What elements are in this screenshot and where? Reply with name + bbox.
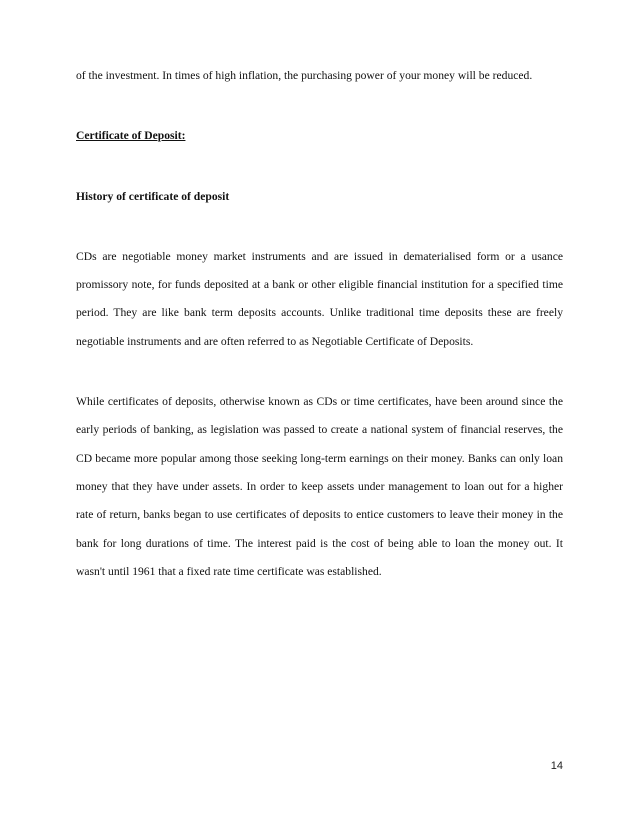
page-number: 14 — [550, 760, 563, 772]
paragraph-cds-definition: CDs are negotiable money market instruments and are issued in dematerialised form or a usance promissory note, for funds deposited at a bank or other eligible financial institution for a specified time period. They are like bank term deposits accounts. Unlike traditional time deposits these are freely negotiable instruments and are often referred to as Negotiable Certificate of Deposits. — [76, 249, 563, 348]
subheading-history: History of certificate of deposit — [76, 189, 230, 203]
spacer — [76, 90, 563, 122]
spacer — [76, 356, 563, 388]
paragraph-cd-history: While certificates of deposits, otherwise known as CDs or time certificates, have been around since the early periods of banking, as legislation was passed to create a national system of financial reserves, the CD became more popular among those seeking long-term earnings on their money. Banks can only loan money that they have under assets. In order to keep assets under management to loan out for a higher rate of return, banks began to use certificates of deposits to entice customers to leave their money in the bank for long durations of time. The interest paid is the cost of being able to loan the money out. It wasn't until 1961 that a fixed rate time certificate was established. — [76, 395, 563, 578]
paragraph-intro: of the investment. In times of high inflation, the purchasing power of your money will be reduced. — [76, 69, 533, 82]
page-body — [76, 62, 563, 586]
section-heading-certificate-of-deposit: Certificate of Deposit: — [76, 129, 186, 143]
spacer — [76, 151, 563, 183]
spacer — [76, 211, 563, 243]
